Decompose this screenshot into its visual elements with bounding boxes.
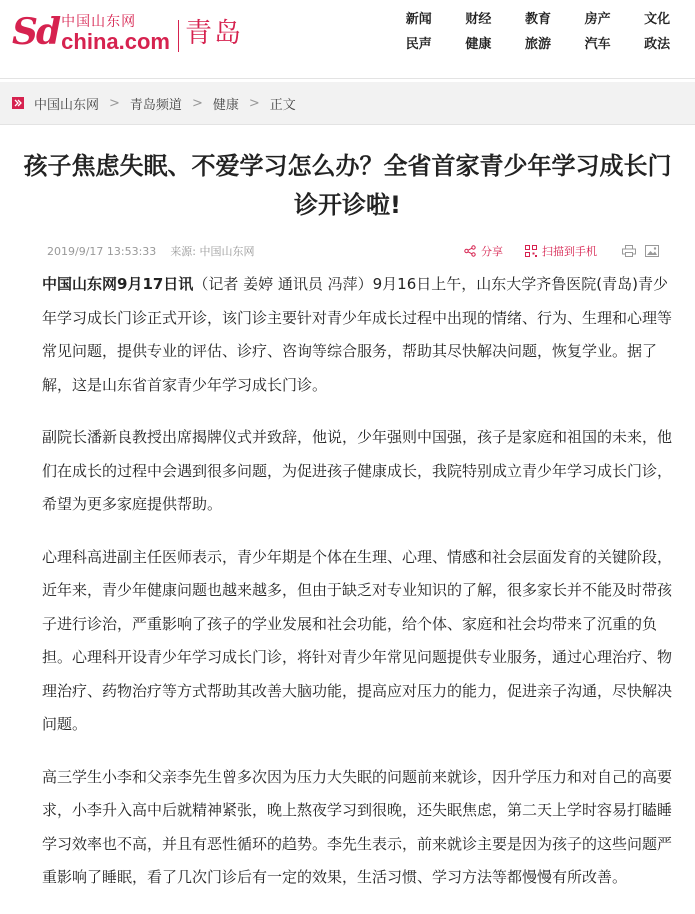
nav-link[interactable]: 健康 — [465, 37, 492, 52]
nav-link[interactable]: 新闻 — [405, 12, 432, 27]
article-source: 来源: 中国山东网 — [170, 245, 255, 258]
nav-link[interactable]: 旅游 — [524, 37, 551, 52]
article-paragraph-text: 高三学生小李和父亲李先生曾多次因为压力大失眠的问题前来就诊，因升学压力和对自己的高要求，小李升入高中后就精神紧张，晚上熬夜学习到很晚，还失眠焦虑，第二天上学时容易打瞌睡学习效率也不高，并且有恶性循环的趋势。李先生表示，前来就诊主要是因为孩子的这些问题严重影响了睡眠，看了几次门诊后有一定的效果，生活习惯、学习方法等都慢慢有所改善。 — [42, 767, 673, 886]
nav-link[interactable]: 财经 — [465, 12, 492, 27]
scan-to-phone-button[interactable] — [525, 243, 597, 259]
site-logo[interactable] — [12, 8, 243, 54]
breadcrumb — [0, 82, 695, 125]
nav-link[interactable]: 民声 — [405, 37, 432, 52]
breadcrumb-item-health[interactable]: 健康 — [212, 97, 239, 113]
breadcrumb-separator-icon: > — [109, 95, 120, 111]
article-date: 2019/9/17 13:53:33 — [47, 244, 157, 258]
channel-nav — [389, 12, 687, 53]
article-body — [42, 268, 678, 914]
nav-link[interactable]: 教育 — [524, 12, 551, 27]
logo-chinese-name: 中国山东网 — [61, 14, 137, 30]
article-title: 孩子焦虑失眠、不爱学习怎么办？全省首家青少年学习成长门诊开诊啦! — [23, 152, 672, 219]
nav-link[interactable]: 政法 — [644, 37, 671, 52]
share-icon — [464, 245, 476, 257]
site-header — [0, 0, 695, 79]
breadcrumb-arrow-icon — [12, 97, 24, 109]
article-paragraph-text: （记者 姜婷 通讯员 冯萍）9月16日上午，山东大学齐鲁医院(青岛)青少年学习成长门诊正式开诊，该门诊主要针对青少年成长过程中出现的情绪、行为、生理和心理等常见问题，提供专业的评估、诊疗、咨询等综合服务，帮助其尽快解决问题，恢复学业。据了解，这是山东省首家青少年学习成长门诊。 — [42, 275, 673, 394]
article-paragraph — [42, 761, 678, 895]
breadcrumb-item-qingdao[interactable]: 青岛频道 — [129, 97, 182, 113]
logo-sd-mark: Sd — [12, 11, 60, 53]
nav-link[interactable]: 文化 — [644, 12, 671, 27]
logo-domain: china.com — [61, 29, 170, 54]
share-button[interactable] — [464, 243, 503, 259]
article-paragraph-text: 心理科高进副主任医师表示，青少年期是个体在生理、心理、情感和社会层面发育的关键阶段，近年来，青少年健康问题也越来越多，但由于缺乏对专业知识的了解，很多家长并不能及时带孩子进行诊治，严重影响了孩子的学业发展和社会功能，给个体、家庭和社会均带来了沉重的负担。心理科开设青少年学习成长门诊，将针对青少年常见问题提供专业服务，通过心理治疗、物理治疗、药物治疗等方式帮助其改善大脑功能，提高应对压力的能力，促进亲子沟通，尽快解决问题。 — [42, 547, 673, 733]
breadcrumb-separator-icon: > — [248, 95, 260, 111]
nav-link[interactable]: 汽车 — [584, 37, 611, 52]
logo-divider — [178, 20, 179, 52]
logo-text — [61, 8, 170, 54]
nav-link[interactable]: 房产 — [584, 12, 611, 27]
breadcrumb-item-current: 正文 — [269, 97, 296, 113]
share-label: 分享 — [481, 245, 503, 258]
logo-city: 青岛 — [184, 18, 243, 49]
qr-code-icon — [525, 245, 537, 257]
breadcrumb-separator-icon: > — [191, 95, 203, 111]
image-view-icon[interactable] — [645, 245, 659, 257]
article-paragraph — [42, 421, 678, 522]
article-tools — [464, 243, 659, 259]
article-lead: 中国山东网9月17日讯 — [42, 275, 194, 293]
scan-to-phone-label: 扫描到手机 — [542, 245, 597, 258]
print-icon[interactable] — [622, 245, 636, 257]
breadcrumb-item-home[interactable]: 中国山东网 — [34, 97, 100, 113]
article-paragraph — [42, 541, 678, 742]
article-paragraph-text: 副院长潘新良教授出席揭牌仪式并致辞，他说，少年强则中国强，孩子是家庭和祖国的未来，他们在成长的过程中会遇到很多问题，为促进孩子健康成长，我院特别成立青少年学习成长门诊，希望为更多家庭提供帮助。 — [42, 428, 673, 513]
article-paragraph — [42, 268, 678, 402]
article-meta — [47, 241, 667, 261]
